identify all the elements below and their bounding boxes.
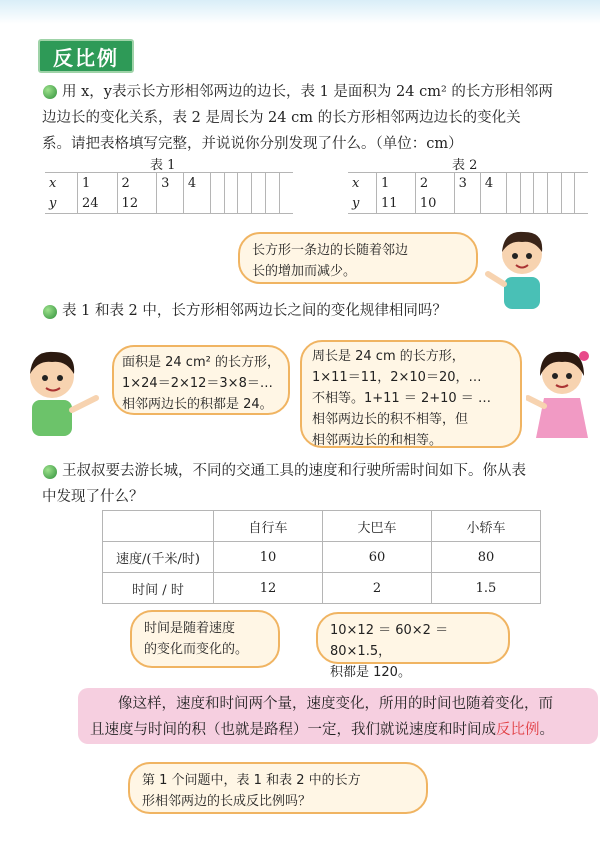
table-cell: [548, 173, 562, 194]
table-cell: [238, 173, 252, 194]
table-cell: 12: [214, 573, 323, 604]
table-cell: 1: [78, 173, 118, 194]
table-cell: [520, 173, 534, 194]
table-cell: 2: [323, 573, 432, 604]
table-row: [348, 193, 588, 214]
table-cell: 4: [480, 173, 506, 194]
table-cell: 10: [415, 193, 454, 214]
girl-illustration-icon: [526, 342, 598, 442]
speech-bubble-right: 周长是 24 cm 的长方形， 1×11＝11，2×10＝20，… 不相等。1+11 ＝ 2+10 ＝ … 相邻两边长的积不相等，但 相邻两边长的和相等。: [300, 340, 522, 448]
table-cell: [561, 193, 575, 214]
table-cell: [280, 193, 293, 214]
table-1: [45, 172, 293, 214]
table-header-cell: 小轿车: [432, 511, 541, 542]
speech-bubble-left: 面积是 24 cm² 的长方形， 1×24＝2×12＝3×8＝… 相邻两边长的积都是 24。: [112, 345, 290, 415]
table-cell: [224, 193, 238, 214]
speech-bubble-product: 10×12 ＝ 60×2 ＝ 80×1.5， 积都是 120。: [316, 612, 510, 664]
speech-bubble-time: 时间是随着速度 的变化而变化的。: [130, 610, 280, 668]
table-cell: [575, 173, 588, 194]
table-cell: [280, 173, 293, 194]
question-3-text: 王叔叔要去游长城，不同的交通工具的速度和行驶所需时间如下。你从表 中发现了什么？: [42, 463, 526, 505]
speech-bubble-boy: 长方形一条边的长随着邻边 长的增加而减少。: [238, 232, 478, 284]
section-title: 反比例: [38, 39, 134, 73]
table-cell: 12: [117, 193, 157, 214]
table-cell: [507, 173, 521, 194]
table-cell: [238, 193, 252, 214]
table-cell: y: [45, 193, 78, 214]
highlight-term: 反比例: [496, 722, 540, 738]
table-cell: [157, 193, 184, 214]
table-cell: 10: [214, 542, 323, 573]
table-2: [348, 172, 588, 214]
table-cell: [224, 173, 238, 194]
table-cell: 3: [157, 173, 184, 194]
table-row: [45, 193, 293, 214]
table-cell: 速度/(千米/时): [103, 542, 214, 573]
table-cell: [454, 193, 480, 214]
table-header-cell: [103, 511, 214, 542]
table-cell: x: [348, 173, 377, 194]
table-cell: 60: [323, 542, 432, 573]
speed-time-table: [102, 510, 541, 604]
table-cell: 80: [432, 542, 541, 573]
table-cell: 4: [183, 173, 210, 194]
table-cell: 时间 / 时: [103, 573, 214, 604]
table-cell: [252, 173, 266, 194]
table-cell: [210, 173, 224, 194]
table-cell: [548, 193, 562, 214]
table-cell: 1: [377, 173, 416, 194]
table-row: [103, 511, 541, 542]
table-cell: [534, 173, 548, 194]
table-1-title: 表 1: [150, 158, 176, 173]
table-cell: [507, 193, 521, 214]
speech-bubble-final: 第 1 个问题中，表 1 和表 2 中的长方 形相邻两边的长成反比例吗？: [128, 762, 428, 814]
bullet-icon: [43, 465, 57, 479]
table-cell: [252, 193, 266, 214]
table-cell: [183, 193, 210, 214]
table-cell: [266, 193, 280, 214]
table-cell: 11: [377, 193, 416, 214]
question-1-text: 用 x，y表示长方形相邻两边的边长，表 1 是面积为 24 cm² 的长方形相邻两 边边长的变化关系，表 2 是周长为 24 cm 的长方形相邻两边边长的变化关 系。请把表格填写完整，并说说你分别发现了什么。（单位：cm）: [42, 84, 553, 152]
boy-left-illustration-icon: [8, 340, 108, 440]
table-row: [348, 173, 588, 194]
table-cell: [520, 193, 534, 214]
table-row: [103, 573, 541, 604]
table-row: [103, 542, 541, 573]
table-cell: [266, 173, 280, 194]
conclusion-box: 像这样，速度和时间两个量，速度变化，所用的时间也随着变化，而 且速度与时间的积（也就是路程）一定，我们就说速度和时间成反比例。: [78, 688, 598, 744]
table-cell: x: [45, 173, 78, 194]
table-cell: 24: [78, 193, 118, 214]
table-cell: [561, 173, 575, 194]
table-cell: [210, 193, 224, 214]
table-cell: [575, 193, 588, 214]
table-cell: 2: [117, 173, 157, 194]
top-banner: [0, 0, 600, 24]
table-cell: [534, 193, 548, 214]
bullet-icon: [43, 85, 57, 99]
table-2-title: 表 2: [452, 158, 478, 173]
table-cell: 2: [415, 173, 454, 194]
table-cell: 3: [454, 173, 480, 194]
table-header-cell: 大巴车: [323, 511, 432, 542]
table-cell: [480, 193, 506, 214]
bullet-icon: [43, 305, 57, 319]
question-2-text: 表 1 和表 2 中，长方形相邻两边长之间的变化规律相同吗？: [62, 303, 447, 319]
table-row: [45, 173, 293, 194]
table-cell: y: [348, 193, 377, 214]
table-header-cell: 自行车: [214, 511, 323, 542]
table-cell: 1.5: [432, 573, 541, 604]
